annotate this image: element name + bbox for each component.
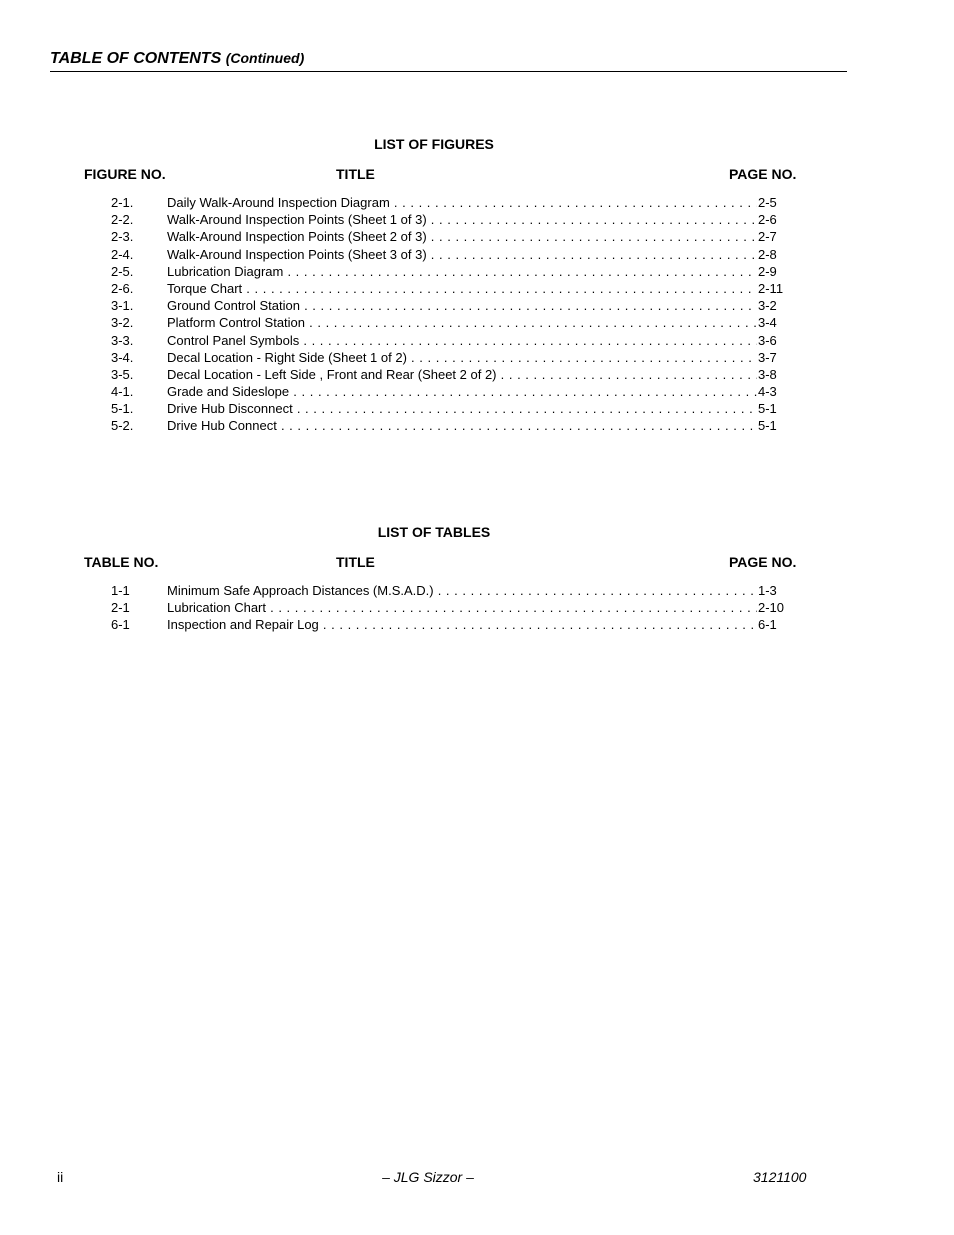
figure-page: 2-7 — [758, 229, 777, 245]
figure-page: 2-8 — [758, 246, 777, 262]
figure-title: Drive Hub Connect . . . — [167, 417, 777, 434]
figure-title: Walk-Around Inspection Points (Sheet 1 of 3) . . . — [167, 211, 777, 228]
figure-entry[interactable] — [111, 194, 811, 211]
table-entry[interactable] — [111, 599, 811, 616]
figure-number: 3-3. — [111, 332, 134, 348]
tables-list — [111, 582, 811, 634]
figure-page: 2-9 — [758, 263, 777, 279]
figure-entry[interactable] — [111, 332, 811, 349]
table-page: 2-10 — [758, 600, 785, 616]
figure-title: Walk-Around Inspection Points (Sheet 2 of 3) . . . — [167, 228, 777, 245]
figure-title: Drive Hub Disconnect . . . — [167, 400, 777, 417]
table-number: 2-1 — [111, 600, 130, 616]
table-title: Lubrication Chart . . . — [167, 599, 777, 616]
figure-title: Torque Chart . . . — [167, 280, 777, 297]
figures-col-no: FIGURE NO. — [84, 166, 166, 182]
figure-title: Platform Control Station . . . — [167, 314, 777, 331]
figure-entry[interactable] — [111, 228, 811, 245]
figure-page: 5-1 — [758, 401, 777, 417]
footer-doc-number: 3121100 — [753, 1169, 807, 1185]
header-title: TABLE OF CONTENTS — [50, 50, 222, 67]
figure-title: Lubrication Diagram . . . — [167, 263, 777, 280]
figure-entry[interactable] — [111, 349, 811, 366]
figure-entry[interactable] — [111, 211, 811, 228]
figure-title: Grade and Sideslope . . . — [167, 383, 777, 400]
table-page: 6-1 — [758, 617, 777, 633]
figure-entry[interactable] — [111, 383, 811, 400]
figure-number: 3-1. — [111, 298, 134, 314]
figure-entry[interactable] — [111, 314, 811, 331]
figure-number: 2-2. — [111, 212, 134, 228]
figure-page: 2-5 — [758, 195, 777, 210]
figure-entry[interactable] — [111, 400, 811, 417]
figure-number: 3-2. — [111, 315, 134, 331]
figures-col-page: PAGE NO. — [729, 166, 797, 182]
footer-page-number: ii — [57, 1169, 64, 1185]
figure-page: 2-11 — [758, 280, 784, 296]
figure-page: 4-3 — [758, 384, 777, 400]
table-number: 6-1 — [111, 617, 130, 633]
figure-number: 2-6. — [111, 280, 134, 296]
figure-number: 3-5. — [111, 366, 134, 382]
figure-page: 3-8 — [758, 366, 777, 382]
figure-title: Decal Location - Left Side , Front and Rear (Sheet 2 of 2) . . . — [167, 366, 777, 383]
figure-number: 2-5. — [111, 263, 134, 279]
figure-number: 5-1. — [111, 401, 134, 417]
figure-number: 2-1. — [111, 195, 134, 210]
figure-entry[interactable] — [111, 417, 811, 434]
figure-entry[interactable] — [111, 246, 811, 263]
tables-heading: LIST OF TABLES — [377, 524, 491, 540]
figure-number: 4-1. — [111, 384, 134, 400]
page-header — [50, 50, 847, 72]
header-continued: (Continued) — [225, 50, 305, 66]
table-title: Inspection and Repair Log . . . — [167, 616, 777, 633]
table-entry[interactable] — [111, 582, 811, 599]
figure-entry[interactable] — [111, 263, 811, 280]
tables-col-page: PAGE NO. — [729, 554, 797, 570]
tables-col-no: TABLE NO. — [84, 554, 159, 570]
figures-heading: LIST OF FIGURES — [374, 136, 494, 152]
figure-title: Control Panel Symbols . . . — [167, 332, 777, 349]
figure-page: 3-4 — [758, 315, 777, 331]
figure-entry[interactable] — [111, 366, 811, 383]
figure-number: 3-4. — [111, 349, 134, 365]
figure-title: Walk-Around Inspection Points (Sheet 3 of 3) . . . — [167, 246, 777, 263]
figure-page: 2-6 — [758, 212, 777, 228]
figures-col-title: TITLE — [336, 166, 375, 182]
figure-page: 5-1 — [758, 418, 777, 434]
figure-entry[interactable] — [111, 297, 811, 314]
figure-page: 3-6 — [758, 332, 777, 348]
figure-title: Daily Walk-Around Inspection Diagram . . . — [167, 194, 777, 211]
figure-page: 3-7 — [758, 349, 777, 365]
figure-title: Ground Control Station . . . — [167, 297, 777, 314]
figure-number: 5-2. — [111, 418, 134, 434]
footer-product: – JLG Sizzor – — [382, 1169, 474, 1185]
figures-list — [111, 194, 811, 435]
table-title: Minimum Safe Approach Distances (M.S.A.D.) . . . — [167, 582, 777, 599]
table-number: 1-1 — [111, 583, 130, 598]
figure-number: 2-4. — [111, 246, 134, 262]
figure-page: 3-2 — [758, 298, 777, 314]
figure-title: Decal Location - Right Side (Sheet 1 of 2) . . . — [167, 349, 777, 366]
table-page: 1-3 — [758, 583, 777, 598]
tables-col-title: TITLE — [336, 554, 375, 570]
table-entry[interactable] — [111, 616, 811, 633]
figure-entry[interactable] — [111, 280, 811, 297]
figure-number: 2-3. — [111, 229, 134, 245]
